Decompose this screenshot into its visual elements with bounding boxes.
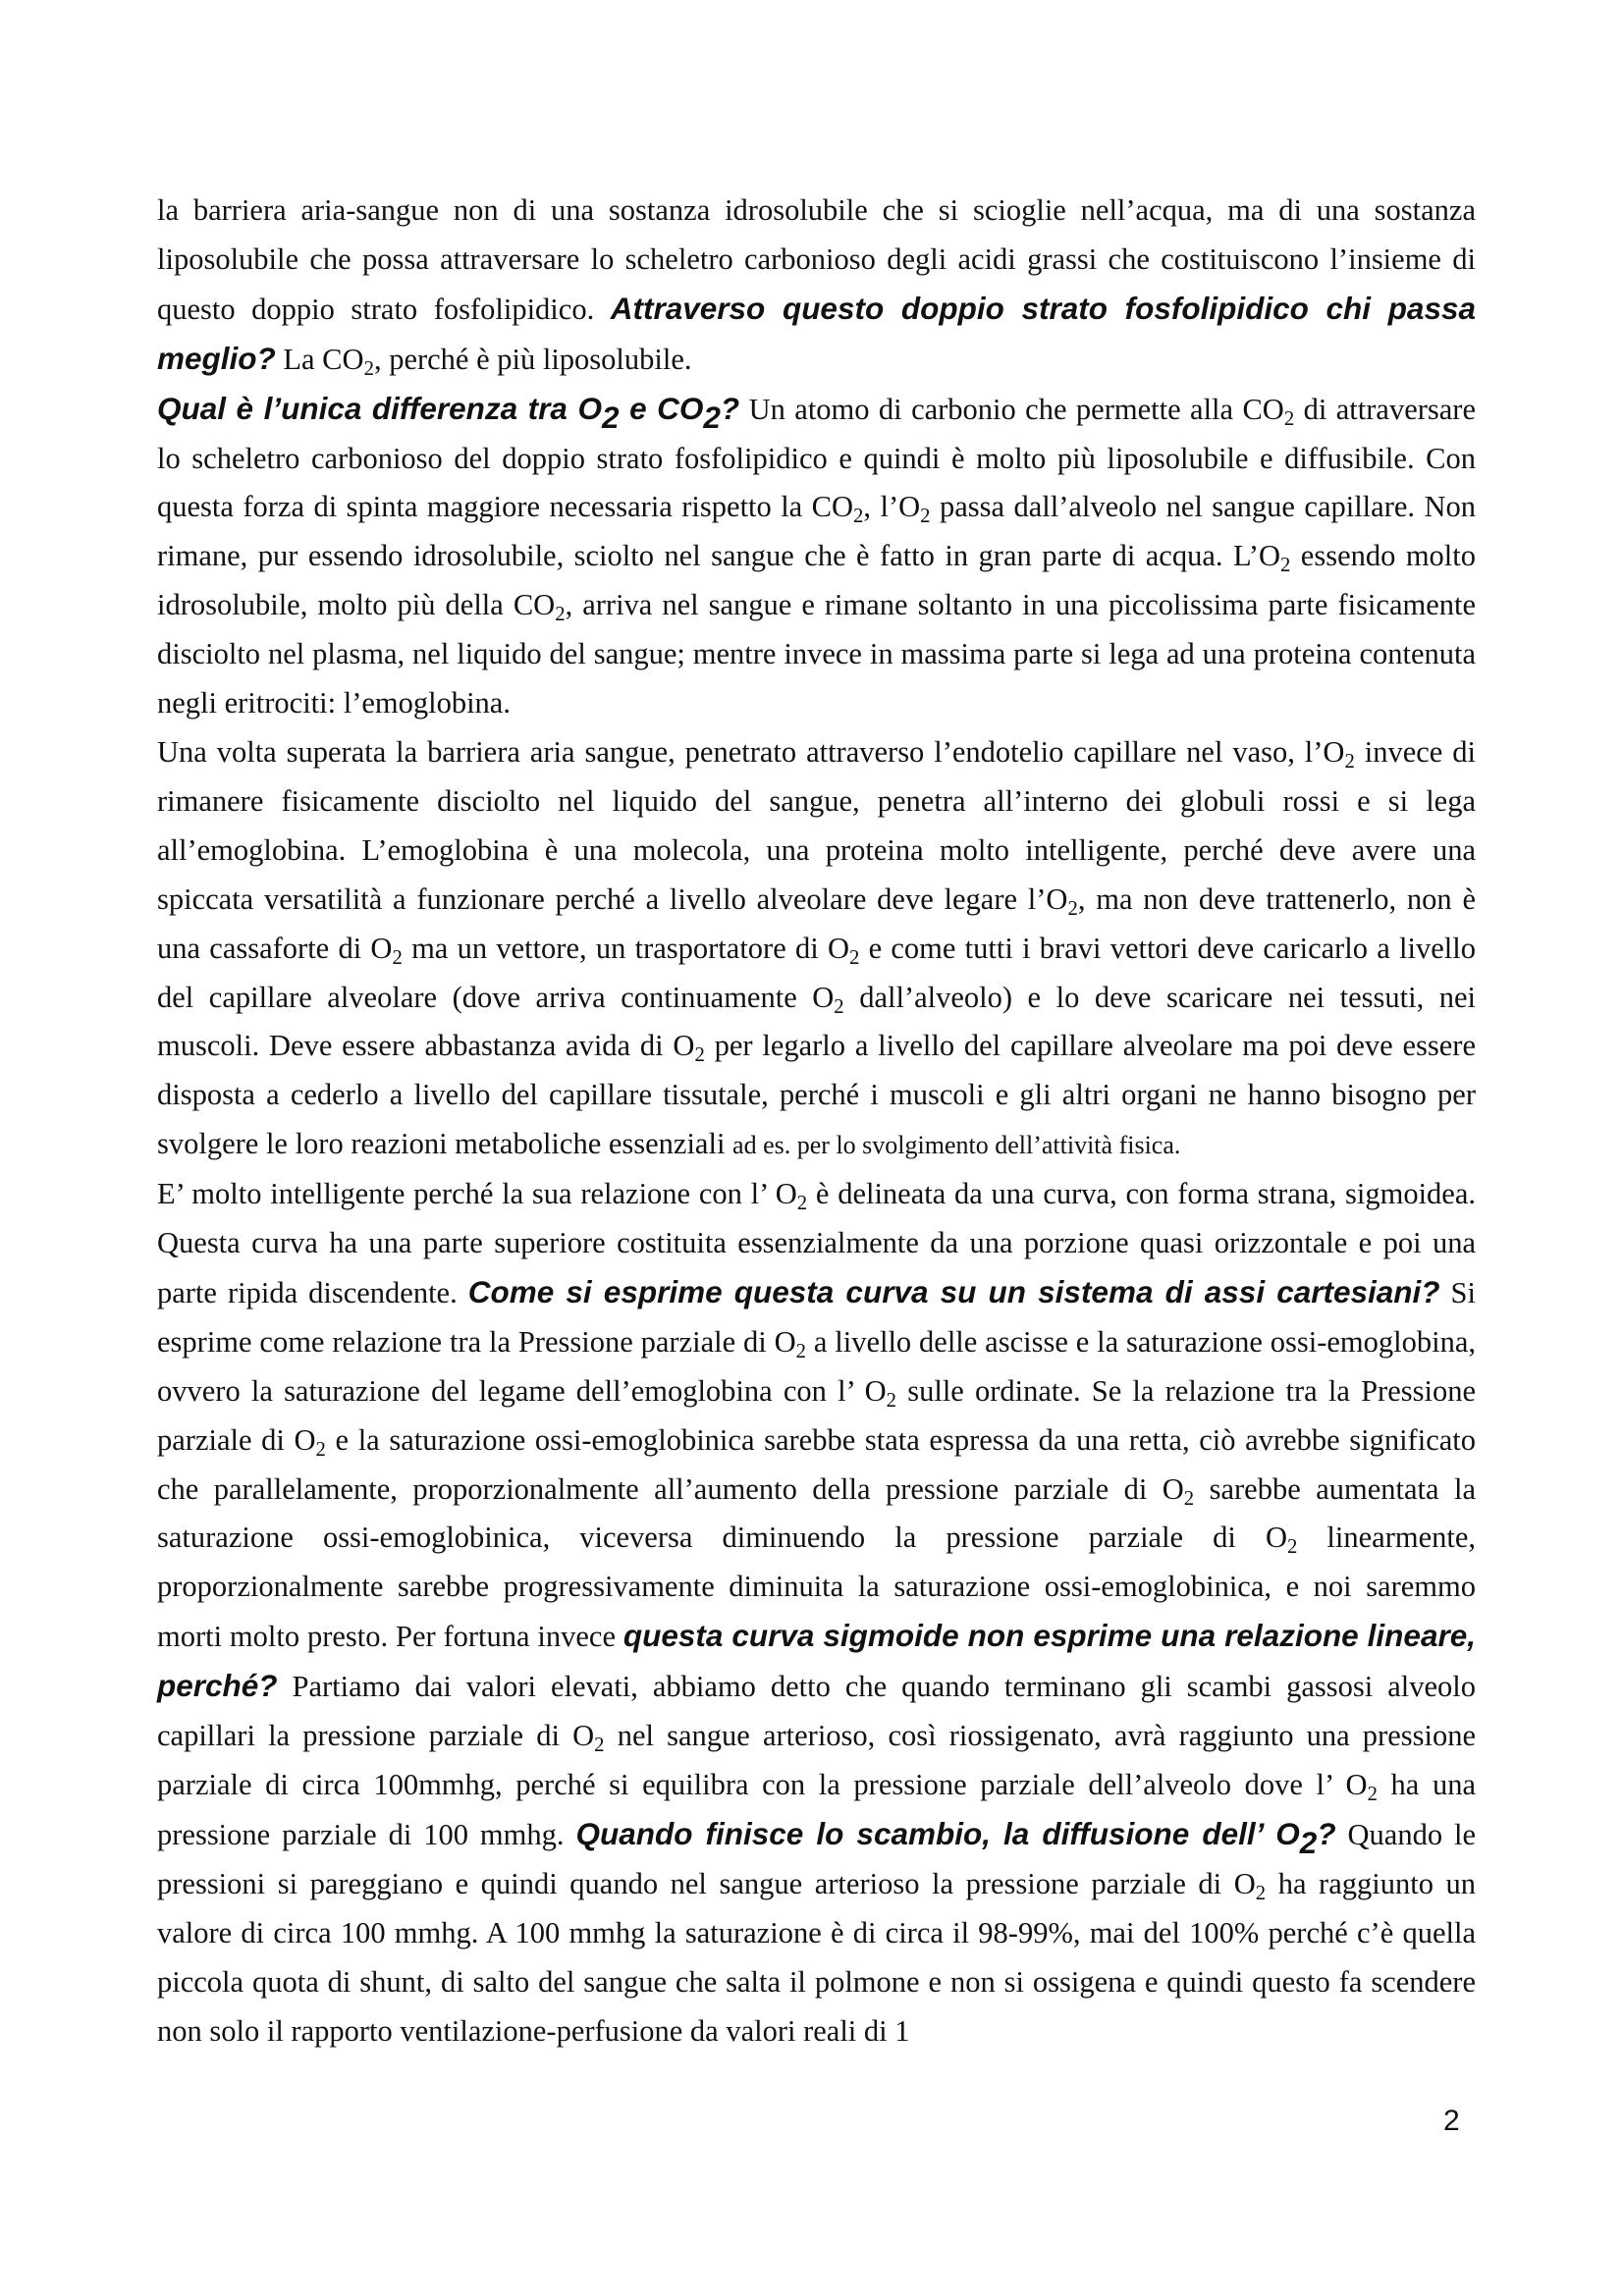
body-text: sarebbe aumentata la saturazione ossi-emoglobinica, viceversa diminuendo la pressione parziale di O: [157, 1471, 1476, 1555]
subscript: 2: [315, 1438, 326, 1461]
subscript: 2: [853, 506, 864, 528]
question-text: ?: [720, 390, 740, 426]
subscript: 2: [796, 1192, 808, 1214]
body-text: Quando le pressioni si pareggiano e quindi quando nel sangue arterioso la pressione parziale di O: [157, 1817, 1477, 1900]
body-text: , ma non deve trattenerlo, non è una cassaforte di O: [157, 881, 1476, 965]
question-subscript: 2: [1299, 1824, 1318, 1860]
body-text: per legarlo a livello del capillare alveolare ma poi deve essere disposta a cederlo a livello del capillare tissutale, perché i muscoli e gli altri organi ne hanno bisogno per svolgere le loro reazioni metaboliche essenziali: [157, 1029, 1477, 1161]
subscript: 2: [834, 995, 844, 1018]
subscript: 2: [1067, 897, 1078, 920]
question-text: Come si esprime questa curva su un sistema di assi cartesiani?: [467, 1273, 1440, 1309]
body-text: , arriva nel sangue e rimane soltanto in una piccolissima parte fisicamente disciolto nel plasma, nel liquido del sangue; mentre invece in massima parte si lega ad una proteina contenuta negli eritrociti: l’emoglobina.: [157, 588, 1477, 721]
body-text: ha raggiunto un valore di circa 100 mmhg. A 100 mmhg la saturazione è di circa il 98-99%, mai del 100% perché c’è quella piccola quota di shunt, di salto del sangue che salta il polmone e non si ossigena e quindi questo fa scendere non solo il rapporto ventilazione-perfusione da valori reali di 1: [157, 1866, 1477, 2048]
subscript: 2: [1344, 750, 1355, 773]
subscript: 2: [848, 946, 860, 969]
body-text: , perché è più liposolubile.: [373, 342, 692, 376]
question-text: Quando finisce lo scambio, la diffusione dell’ O: [575, 1815, 1300, 1851]
body-text: invece di rimanere fisicamente disciolto nel liquido del sangue, penetra all’interno dei globuli rossi e si lega all’emoglobina. L’emoglobina è una molecola, una proteina molto intelligente, perché deve avere una spiccata versatilità a funzionare perché a livello alveolare deve legare l’O: [157, 734, 1476, 916]
body-text: E’ molto intelligente perché la sua relazione con l’ O: [157, 1177, 797, 1211]
subscript: 2: [886, 1389, 897, 1412]
subscript: 2: [1255, 1882, 1267, 1904]
small-text: ad es. per lo svolgimento dell’attività fisica.: [732, 1131, 1181, 1160]
body-text: e come tutti i bravi vettori deve caricarlo a livello del capillare alveolare (dove arriva continuamente O: [157, 931, 1476, 1014]
body-text: essendo molto idrosolubile, molto più della CO: [157, 539, 1476, 622]
paragraph: [157, 1170, 1476, 2056]
paragraph: [157, 385, 1476, 728]
body-text: dall’alveolo) e lo deve scaricare nei tessuti, nei muscoli. Deve essere abbastanza avida di O: [157, 980, 1476, 1063]
body-text: Partiamo dai valori elevati, abbiamo detto che quando terminano gli scambi gassosi alveolo capillari la pressione parziale di O: [157, 1670, 1476, 1753]
body-text: ma un vettore, un trasportatore di O: [402, 931, 849, 965]
page-number: 2: [1443, 2105, 1460, 2137]
body-text: di attraversare lo scheletro carbonioso del doppio strato fosfolipidico e quindi è molto più liposolubile e diffusibile. Con questa forza di spinta maggiore necessaria rispetto la CO: [157, 392, 1476, 524]
body-text: Si esprime come relazione tra la Pressione parziale di O: [157, 1275, 1476, 1359]
body-text: nel sangue arterioso, così riossigenato, avrà raggiunto una pressione parziale di circa 100mmhg, perché si equilibra con la pressione parziale dell’alveolo dove l’ O: [157, 1719, 1477, 1801]
subscript: 2: [1286, 1536, 1298, 1559]
body-text: ha una pressione parziale di 100 mmhg.: [157, 1768, 1476, 1851]
body-text: Un atomo di carbonio che permette alla CO: [739, 392, 1284, 426]
body-text: sulle ordinate. Se la relazione tra la Pressione parziale di O: [157, 1373, 1477, 1457]
subscript: 2: [1367, 1783, 1378, 1805]
question-text: ?: [1317, 1815, 1336, 1851]
body-text: Una volta superata la barriera aria sangue, penetrato attraverso l’endotelio capillare nel vaso, l’O: [157, 734, 1345, 769]
subscript: 2: [694, 1044, 705, 1067]
question-text: Qual è l’unica differenza tra O: [157, 390, 602, 426]
question-text: e CO: [619, 390, 704, 426]
question-text: Attraverso questo doppio strato fosfolipidico chi passa meglio?: [157, 290, 1477, 376]
subscript: 2: [555, 604, 566, 626]
body-text: la barriera aria-sangue non di una sostanza idrosolubile che si scioglie nell’acqua, ma di una sostanza liposolubile che possa attraversare lo scheletro carbonioso degli acidi grassi che costituiscono l’insieme di questo doppio strato fosfolipidico.: [157, 193, 1476, 326]
subscript: 2: [1183, 1487, 1195, 1510]
subscript: 2: [594, 1734, 605, 1756]
paragraph: [157, 187, 1476, 385]
subscript: 2: [795, 1340, 806, 1362]
document-body: [157, 187, 1476, 2056]
subscript: 2: [1279, 555, 1291, 577]
paragraph: [157, 728, 1476, 1170]
body-text: a livello delle ascisse e la saturazione ossi-emoglobina, ovvero la saturazione del legame dell’emoglobina con l’ O: [157, 1324, 1476, 1408]
subscript: 2: [392, 946, 403, 969]
body-text: , l’O: [863, 490, 921, 524]
body-text: e la saturazione ossi-emoglobinica sarebbe stata espressa da una retta, ciò avrebbe significato che parallelamente, proporzionalmente all’aumento della pressione parziale di O: [157, 1422, 1476, 1506]
subscript: 2: [363, 357, 374, 380]
body-text: La CO: [275, 342, 364, 376]
question-subscript: 2: [703, 399, 721, 435]
body-text: passa dall’alveolo nel sangue capillare. Non rimane, pur essendo idrosolubile, sciolto nel sangue che è fatto in gran parte di acqua. L’O: [157, 490, 1476, 573]
question-subscript: 2: [602, 399, 620, 435]
question-text: questa curva sigmoide non esprime una relazione lineare, perché?: [157, 1618, 1476, 1704]
body-text: è delineata da una curva, con forma strana, sigmoidea. Questa curva ha una parte superiore costituita essenzialmente da una porzione quasi orizzontale e poi una parte ripida discendente.: [157, 1177, 1476, 1309]
body-text: linearmente, proporzionalmente sarebbe progressivamente diminuita la saturazione ossi-emoglobinica, e noi saremmo morti molto presto. Per fortuna invece: [157, 1521, 1477, 1654]
subscript: 2: [1283, 407, 1295, 430]
subscript: 2: [920, 506, 931, 528]
